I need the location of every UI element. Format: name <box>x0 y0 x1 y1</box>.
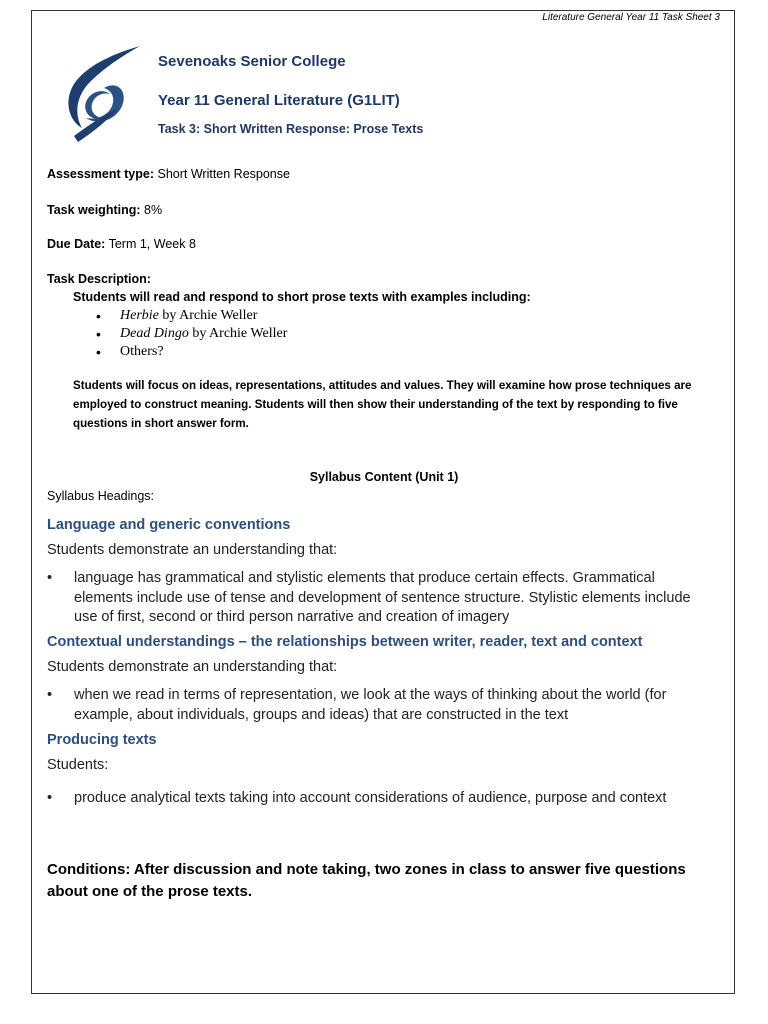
section-intro: Students: <box>47 757 109 773</box>
description-intro: Students will read and respond to short prose texts with examples including: <box>73 290 531 304</box>
due-date-label: Due Date: <box>47 237 106 251</box>
section-intro: Students demonstrate an understanding that: <box>47 542 338 558</box>
list-item <box>96 343 287 361</box>
text-title: Dead Dingo <box>120 326 189 341</box>
section-title-producing: Producing texts <box>47 732 157 748</box>
section-bullet <box>47 686 717 725</box>
due-date-value: Term 1, Week 8 <box>108 237 196 251</box>
section-intro: Students demonstrate an understanding that: <box>47 659 338 675</box>
syllabus-content-title: Syllabus Content (Unit 1) <box>309 470 459 484</box>
assessment-type-field <box>47 167 290 181</box>
bullet-icon: • <box>47 687 53 703</box>
section-bullet <box>47 569 717 628</box>
conditions-paragraph: Conditions: After discussion and note taking, two zones in class to answer five questions about one of the prose texts. <box>47 861 686 900</box>
college-logo-icon <box>56 44 142 146</box>
weighting-field <box>47 203 162 217</box>
section-title-language: Language and generic conventions <box>47 517 291 533</box>
bullet-text: language has grammatical and stylistic elements that produce certain effects. Grammatical elements include use of tense and development of sentence structure. Stylistic elements include use of first, second or third person narrative and creation of imagery <box>74 570 691 625</box>
bullet-text: produce analytical texts taking into account considerations of audience, purpose and context <box>74 790 667 806</box>
syllabus-headings-label: Syllabus Headings: <box>47 489 155 503</box>
weighting-label: Task weighting: <box>47 203 141 217</box>
text-author: by Archie Weller <box>158 308 258 323</box>
section-title-contextual: Contextual understandings – the relationships between writer, reader, text and context <box>47 634 643 650</box>
text-author: by Archie Weller <box>188 326 288 341</box>
list-item <box>96 307 287 325</box>
section-bullet <box>47 789 717 809</box>
text-title: Herbie <box>120 308 159 323</box>
list-item <box>96 325 287 343</box>
running-header: Literature General Year 11 Task Sheet 3 <box>542 12 720 23</box>
task-title: Task 3: Short Written Response: Prose Texts <box>158 122 424 136</box>
task-description-label: Task Description: <box>47 272 151 286</box>
focus-paragraph: Students will focus on ideas, representations, attitudes and values. They will examine how prose techniques are employed to construct meaning. Students will then show their understanding of the text by responding to five questions in short answer form. <box>73 379 692 430</box>
course-title: Year 11 General Literature (G1LIT) <box>158 92 400 109</box>
bullet-icon: • <box>47 570 53 586</box>
due-date-field <box>47 237 196 251</box>
assessment-type-value: Short Written Response <box>157 167 290 181</box>
bullet-text: when we read in terms of representation, we look at the ways of thinking about the world (for example, about individuals, groups and ideas) that are constructed in the text <box>74 687 667 723</box>
weighting-value: 8% <box>144 203 163 217</box>
school-name: Sevenoaks Senior College <box>158 53 346 70</box>
bullet-icon: • <box>47 790 53 806</box>
text-author: Others? <box>120 344 164 359</box>
prose-text-list <box>96 307 287 361</box>
task-description-field <box>47 272 151 286</box>
assessment-type-label: Assessment type: <box>47 167 154 181</box>
